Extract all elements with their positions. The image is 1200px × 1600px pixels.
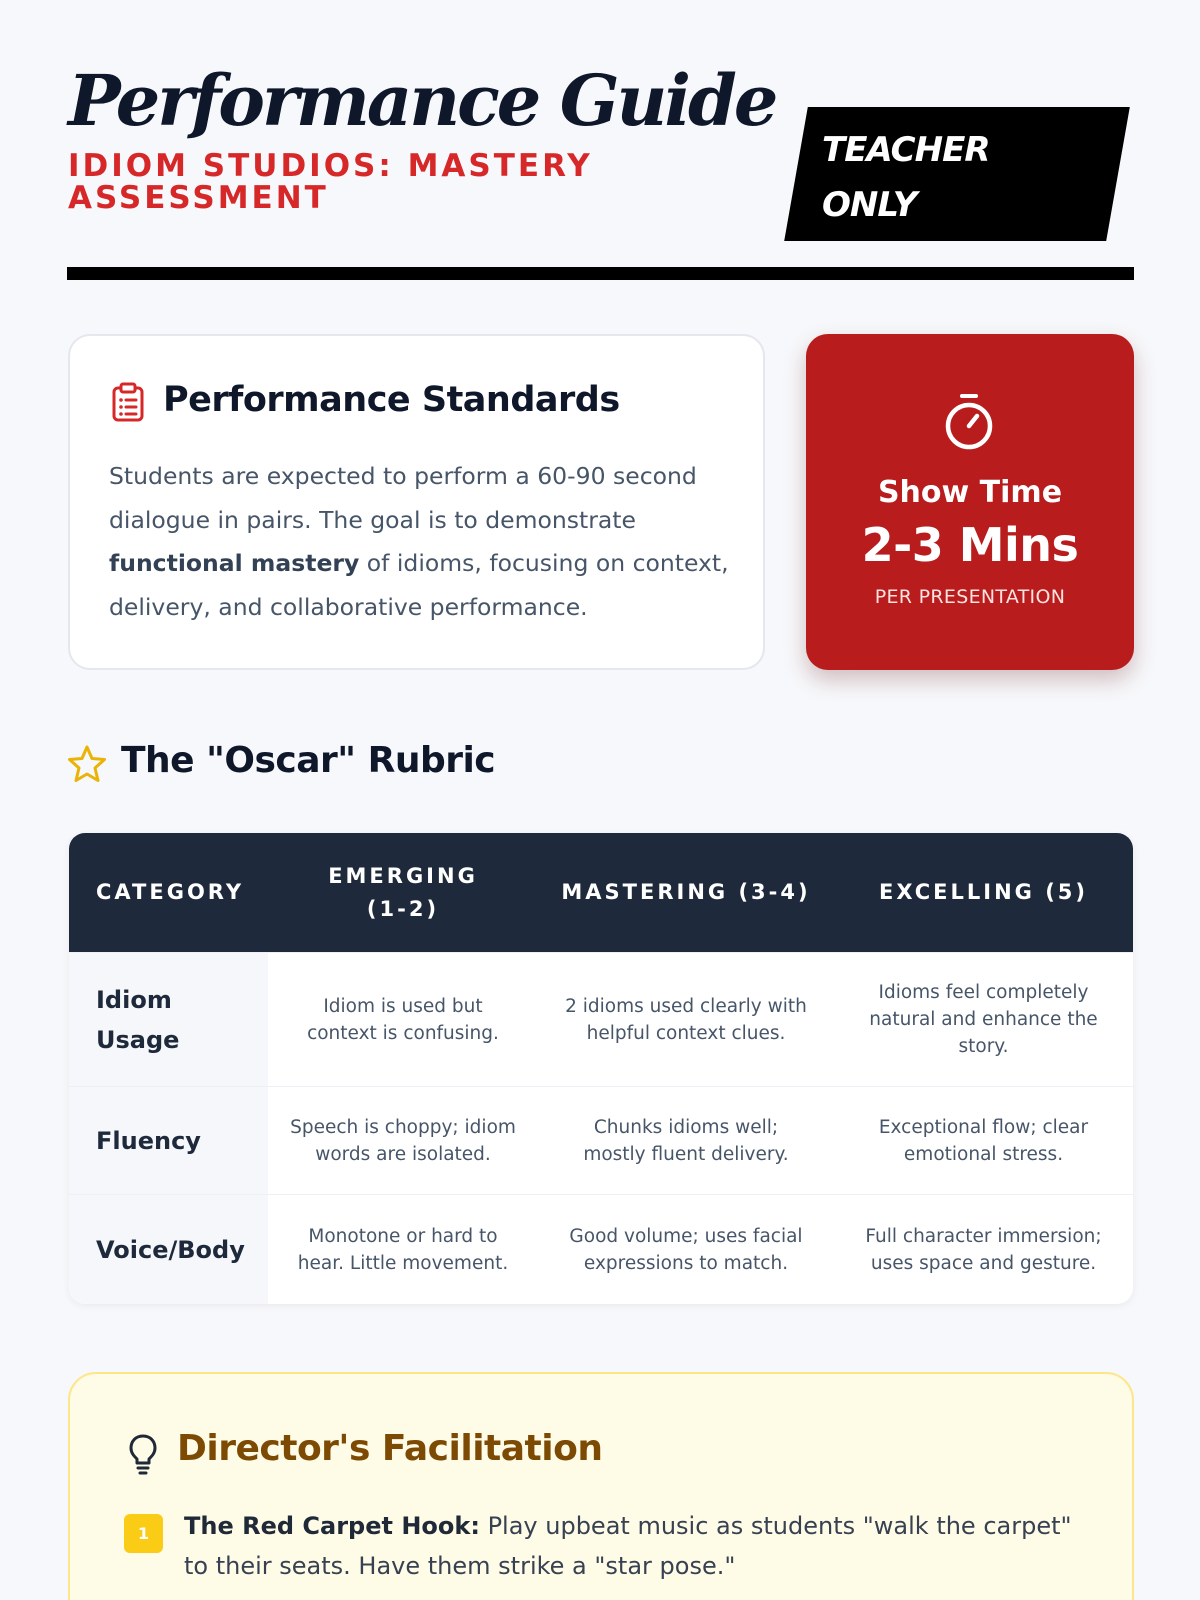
- table-row: [69, 1086, 1133, 1194]
- header-mastering: MASTERING (3-4): [561, 880, 811, 904]
- rubric-title: The "Oscar" Rubric: [121, 740, 496, 781]
- cell-excelling: Exceptional flow; clear emotional stress.: [878, 1116, 1089, 1165]
- clipboard-icon: [110, 382, 146, 422]
- header-divider: [67, 267, 1134, 280]
- header-emerging: EMERGING (1-2): [328, 863, 478, 921]
- cell-emerging: Speech is choppy; idiom words are isolated.: [290, 1116, 516, 1165]
- show-time-caption: PER PRESENTATION: [874, 586, 1066, 608]
- row-category: Fluency: [69, 1087, 268, 1194]
- cell-mastering: Good volume; uses facial expressions to match.: [569, 1225, 803, 1274]
- rubric-table-header: [69, 833, 1133, 952]
- star-icon: [67, 744, 107, 784]
- row-category: [69, 953, 268, 1086]
- standards-title: Performance Standards: [163, 380, 620, 420]
- step-number-badge: 1: [124, 1514, 163, 1553]
- lightbulb-icon: [127, 1433, 159, 1475]
- rubric-table: [69, 833, 1133, 1304]
- facilitation-step: [184, 1506, 1084, 1586]
- category-label: Idiom Usage: [96, 985, 180, 1054]
- step-description: Play upbeat music as students "walk the carpet" to their seats. Have them strike a "star pose.": [184, 1512, 1072, 1580]
- show-time-label: Show Time: [877, 475, 1063, 510]
- row-category: Voice/Body: [69, 1195, 268, 1304]
- step-title: The Red Carpet Hook:: [184, 1512, 480, 1540]
- cell-emerging: Monotone or hard to hear. Little movement.: [297, 1225, 509, 1274]
- standards-body-text-end: of idioms, focusing on context, delivery, and collaborative performance.: [109, 549, 729, 621]
- cell-mastering: 2 idioms used clearly with helpful context clues.: [565, 995, 807, 1044]
- timer-icon: [943, 392, 995, 452]
- standards-body: [109, 455, 729, 629]
- facilitation-title: Director's Facilitation: [177, 1428, 603, 1469]
- header-excelling: EXCELLING (5): [878, 880, 1089, 904]
- teacher-only-badge-text: [822, 123, 1082, 233]
- table-row: [69, 1194, 1133, 1304]
- standards-body-text: Students are expected to perform a 60-90 second dialogue in pairs. The goal is to demonstrate: [109, 462, 697, 534]
- page-title: Performance Guide: [68, 59, 776, 142]
- standards-body-emphasis: functional mastery: [109, 549, 360, 577]
- cell-excelling: Full character immersion; uses space and gesture.: [865, 1225, 1102, 1274]
- badge-line-1: TEACHER: [822, 130, 990, 170]
- cell-mastering: Chunks idioms well; mostly fluent delivery.: [583, 1116, 789, 1165]
- table-row: [69, 952, 1133, 1086]
- cell-excelling: Idioms feel completely natural and enhance the story.: [869, 982, 1098, 1057]
- cell-emerging: Idiom is used but context is confusing.: [307, 995, 499, 1044]
- page-subtitle: IDIOM STUDIOS: MASTERY ASSESSMENT: [68, 148, 593, 216]
- show-time-value: 2-3 Mins: [861, 518, 1079, 572]
- badge-line-2: ONLY: [822, 185, 917, 225]
- header-category: CATEGORY: [96, 880, 245, 904]
